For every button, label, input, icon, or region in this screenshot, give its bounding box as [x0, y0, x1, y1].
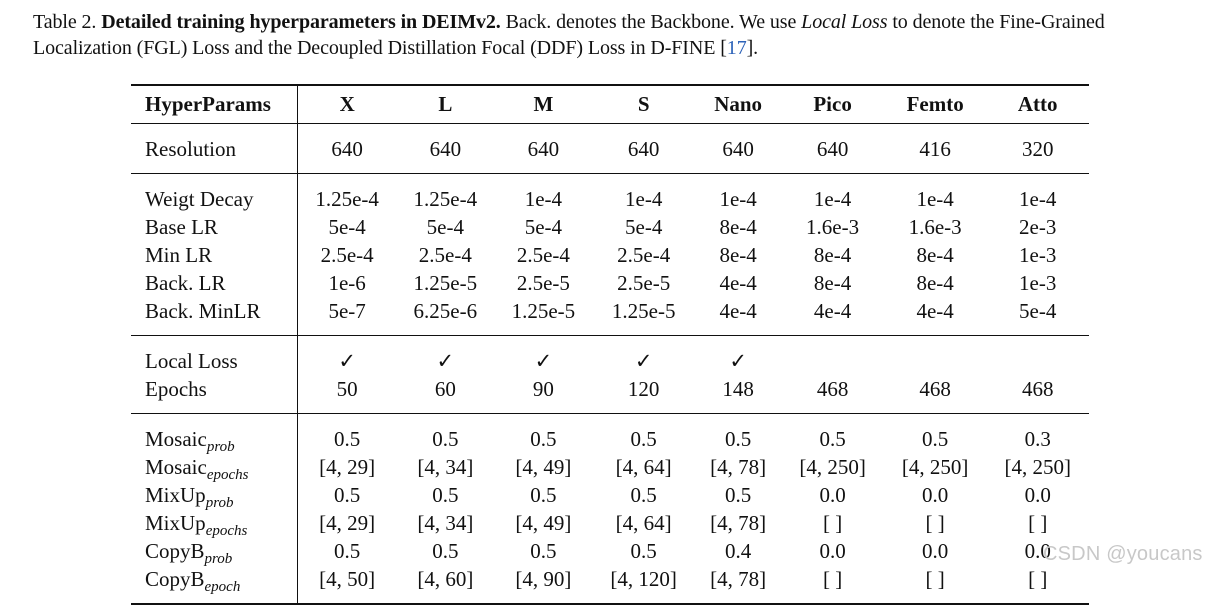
value-cell: 0.0 — [1024, 483, 1051, 507]
value-cell: 0.5 — [432, 539, 459, 563]
row-label — [131, 537, 298, 565]
hyperparameter-table — [131, 84, 1089, 605]
value-cell: 8e-4 — [719, 243, 757, 267]
value-cell: 0.5 — [695, 414, 781, 454]
value-cell: [4, 50] — [298, 565, 397, 604]
row-label — [131, 269, 298, 297]
value-cell: 5e-4 — [524, 215, 563, 239]
row-label-text: Weigt Decay — [145, 187, 254, 211]
value-cell: 1e-4 — [695, 174, 781, 214]
value-cell: 640 — [781, 124, 884, 174]
value-cell: 5e-4 — [328, 215, 366, 239]
row-label-text: Min LR — [145, 243, 213, 267]
value-cell: [4, 90] — [494, 565, 592, 604]
value-cell: 1e-6 — [328, 271, 366, 295]
row-label — [131, 481, 298, 509]
value-cell: 60 — [434, 377, 456, 401]
value-cell: 2e-3 — [1019, 215, 1057, 239]
value-cell: 5e-4 — [625, 215, 663, 239]
table-row — [131, 241, 1089, 269]
value-cell: 640 — [695, 124, 781, 174]
value-cell: 0.5 — [396, 414, 494, 454]
value-cell: [4, 34] — [417, 511, 474, 535]
row-label-text: CopyB — [145, 539, 205, 563]
value-cell: [ ] — [925, 511, 945, 535]
value-cell: 0.5 — [884, 414, 987, 454]
value-cell: 6.25e-6 — [413, 299, 478, 323]
table-body — [131, 124, 1089, 605]
value-cell: 1e-4 — [592, 174, 695, 214]
value-cell: 0.3 — [986, 414, 1089, 454]
value-cell: [ ] — [986, 565, 1089, 604]
row-label — [131, 509, 298, 537]
row-label — [131, 297, 298, 336]
value-cell — [986, 336, 1089, 376]
row-label-text: Back. LR — [145, 271, 226, 295]
row-label — [131, 565, 298, 604]
value-cell: [4, 49] — [515, 455, 572, 479]
caption-label: Table 2. — [33, 11, 97, 33]
value-cell: 4e-4 — [916, 299, 954, 323]
row-label — [131, 453, 298, 481]
value-cell: 1.6e-3 — [806, 215, 860, 239]
header-model: Atto — [986, 85, 1089, 124]
caption-text-2: to denote the Fine-Grained Localization (FGL) Loss and the Decoupled Distillation Focal (DDF) Loss in D-FINE [ — [33, 11, 1105, 59]
caption-italic-term: Local Loss — [801, 11, 888, 33]
table-row — [131, 509, 1089, 537]
check-icon-cell: ✓ — [396, 336, 494, 376]
value-cell: 8e-4 — [813, 243, 852, 267]
value-cell: 1e-4 — [884, 174, 987, 214]
value-cell: [4, 78] — [695, 565, 781, 604]
value-cell: 0.0 — [1024, 539, 1051, 563]
value-cell: 1.25e-5 — [511, 299, 576, 323]
check-icon-cell: ✓ — [298, 336, 397, 376]
value-cell: 468 — [816, 377, 849, 401]
value-cell: 8e-4 — [916, 243, 954, 267]
row-label-text: Back. MinLR — [145, 299, 261, 323]
value-cell: [4, 120] — [592, 565, 695, 604]
value-cell: 2.5e-5 — [516, 271, 570, 295]
value-cell: 640 — [592, 124, 695, 174]
row-label-subscript: epochs — [206, 467, 249, 483]
value-cell: 0.5 — [725, 483, 752, 507]
value-cell: 640 — [494, 124, 592, 174]
value-cell: [4, 29] — [319, 455, 376, 479]
value-cell: 2.5e-4 — [418, 243, 472, 267]
row-label — [131, 241, 298, 269]
value-cell: [ ] — [884, 565, 987, 604]
row-label — [131, 213, 298, 241]
value-cell: 8e-4 — [916, 271, 954, 295]
value-cell: 50 — [336, 377, 358, 401]
value-cell: [4, 29] — [319, 511, 376, 535]
value-cell: 1e-3 — [1019, 271, 1057, 295]
row-label-text: Local Loss — [145, 349, 238, 373]
value-cell: 5e-4 — [426, 215, 464, 239]
row-label-text: Epochs — [145, 377, 207, 401]
header-model: S — [592, 85, 695, 124]
value-cell: 1e-3 — [1019, 243, 1057, 267]
check-icon-cell: ✓ — [494, 336, 592, 376]
value-cell: 0.5 — [298, 414, 397, 454]
table-row — [131, 537, 1089, 565]
table-row — [131, 269, 1089, 297]
value-cell: [4, 49] — [515, 511, 572, 535]
value-cell: 0.5 — [592, 414, 695, 454]
value-cell: 0.5 — [494, 414, 592, 454]
table-row — [131, 213, 1089, 241]
value-cell: 468 — [1021, 377, 1054, 401]
table-row — [131, 124, 1089, 174]
value-cell: 416 — [884, 124, 987, 174]
table-row — [131, 565, 1089, 604]
value-cell: 148 — [722, 377, 754, 401]
value-cell: 0.0 — [922, 483, 949, 507]
value-cell: 320 — [986, 124, 1089, 174]
row-label-text: Mosaic — [145, 455, 207, 479]
row-label-subscript: prob — [204, 551, 233, 567]
value-cell: [ ] — [1028, 511, 1048, 535]
value-cell: 4e-4 — [719, 299, 757, 323]
value-cell: 1.6e-3 — [908, 215, 962, 239]
value-cell: 120 — [627, 377, 660, 401]
value-cell: 1e-4 — [494, 174, 592, 214]
table-row — [131, 336, 1089, 376]
table-row — [131, 174, 1089, 214]
value-cell: 1e-4 — [781, 174, 884, 214]
value-cell: 0.5 — [432, 483, 459, 507]
check-icon-cell: ✓ — [695, 336, 781, 376]
value-cell: 8e-4 — [813, 271, 852, 295]
value-cell: 8e-4 — [719, 215, 757, 239]
value-cell: 1e-4 — [986, 174, 1089, 214]
value-cell: 2.5e-4 — [516, 243, 570, 267]
table-header-row — [131, 85, 1089, 124]
value-cell: 0.5 — [334, 539, 361, 563]
value-cell: [4, 34] — [417, 455, 474, 479]
value-cell — [884, 336, 987, 376]
header-model: X — [298, 85, 397, 124]
value-cell: 468 — [919, 377, 951, 401]
value-cell: [4, 64] — [615, 455, 672, 479]
value-cell: 1.25e-5 — [611, 299, 676, 323]
value-cell: 1.25e-4 — [298, 174, 397, 214]
row-label — [131, 414, 298, 454]
value-cell: 640 — [396, 124, 494, 174]
value-cell: [ ] — [781, 565, 884, 604]
row-label-text: Base LR — [145, 215, 218, 239]
check-icon-cell: ✓ — [592, 336, 695, 376]
row-label-text: CopyB — [145, 567, 205, 591]
value-cell: 0.5 — [530, 539, 557, 563]
value-cell: 0.5 — [530, 483, 557, 507]
row-label-text: Resolution — [145, 137, 237, 161]
value-cell: [ ] — [822, 511, 843, 535]
value-cell: 0.0 — [819, 539, 846, 563]
row-label — [131, 124, 298, 174]
value-cell: 1.25e-4 — [396, 174, 494, 214]
value-cell: 0.4 — [725, 539, 752, 563]
value-cell — [781, 336, 884, 376]
value-cell: 0.5 — [334, 483, 361, 507]
caption-text-3: ]. — [746, 37, 759, 59]
value-cell: 2.5e-4 — [617, 243, 671, 267]
citation-link[interactable]: 17 — [726, 37, 747, 59]
table-row — [131, 375, 1089, 414]
row-label — [131, 336, 298, 376]
value-cell: 0.0 — [922, 539, 949, 563]
row-label-text: MixUp — [145, 483, 206, 507]
value-cell: 5e-7 — [328, 299, 366, 323]
value-cell: [4, 78] — [710, 455, 767, 479]
value-cell: [4, 78] — [710, 511, 767, 535]
header-hyperparams: HyperParams — [131, 85, 298, 124]
row-label-text: MixUp — [145, 511, 206, 535]
value-cell: 4e-4 — [813, 299, 852, 323]
table-row — [131, 414, 1089, 454]
value-cell: [4, 64] — [615, 511, 672, 535]
table-row — [131, 297, 1089, 336]
row-label-text: Mosaic — [145, 427, 207, 451]
table-caption — [33, 9, 1203, 61]
caption-title: Detailed training hyperparameters in DEIMv2. — [101, 11, 501, 33]
row-label-subscript: epochs — [205, 523, 248, 539]
value-cell: 90 — [532, 377, 554, 401]
watermark: CSDN @youcans — [1043, 543, 1203, 565]
row-label — [131, 174, 298, 214]
row-label — [131, 375, 298, 414]
caption-text-1: Back. denotes the Backbone. We use — [505, 11, 797, 33]
value-cell: [4, 60] — [396, 565, 494, 604]
header-model: Femto — [884, 85, 987, 124]
row-label-subscript: prob — [205, 495, 234, 511]
table-row — [131, 481, 1089, 509]
header-model: L — [396, 85, 494, 124]
value-cell: 0.0 — [819, 483, 846, 507]
value-cell: 0.5 — [630, 483, 657, 507]
value-cell: [4, 250] — [799, 455, 866, 479]
value-cell: 1.25e-5 — [413, 271, 478, 295]
value-cell: 4e-4 — [719, 271, 757, 295]
value-cell: 640 — [298, 124, 397, 174]
row-label-subscript: epoch — [204, 579, 241, 595]
header-model: Pico — [781, 85, 884, 124]
value-cell: 5e-4 — [1019, 299, 1057, 323]
row-label-subscript: prob — [206, 439, 235, 455]
header-model: Nano — [695, 85, 781, 124]
value-cell: 2.5e-4 — [320, 243, 374, 267]
value-cell: [4, 250] — [901, 455, 969, 479]
value-cell: [4, 250] — [1004, 455, 1071, 479]
value-cell: 0.5 — [630, 539, 657, 563]
value-cell: 2.5e-5 — [617, 271, 671, 295]
header-model: M — [494, 85, 592, 124]
table-row — [131, 453, 1089, 481]
value-cell: 0.5 — [781, 414, 884, 454]
hyperparameter-table-container — [131, 84, 1089, 605]
